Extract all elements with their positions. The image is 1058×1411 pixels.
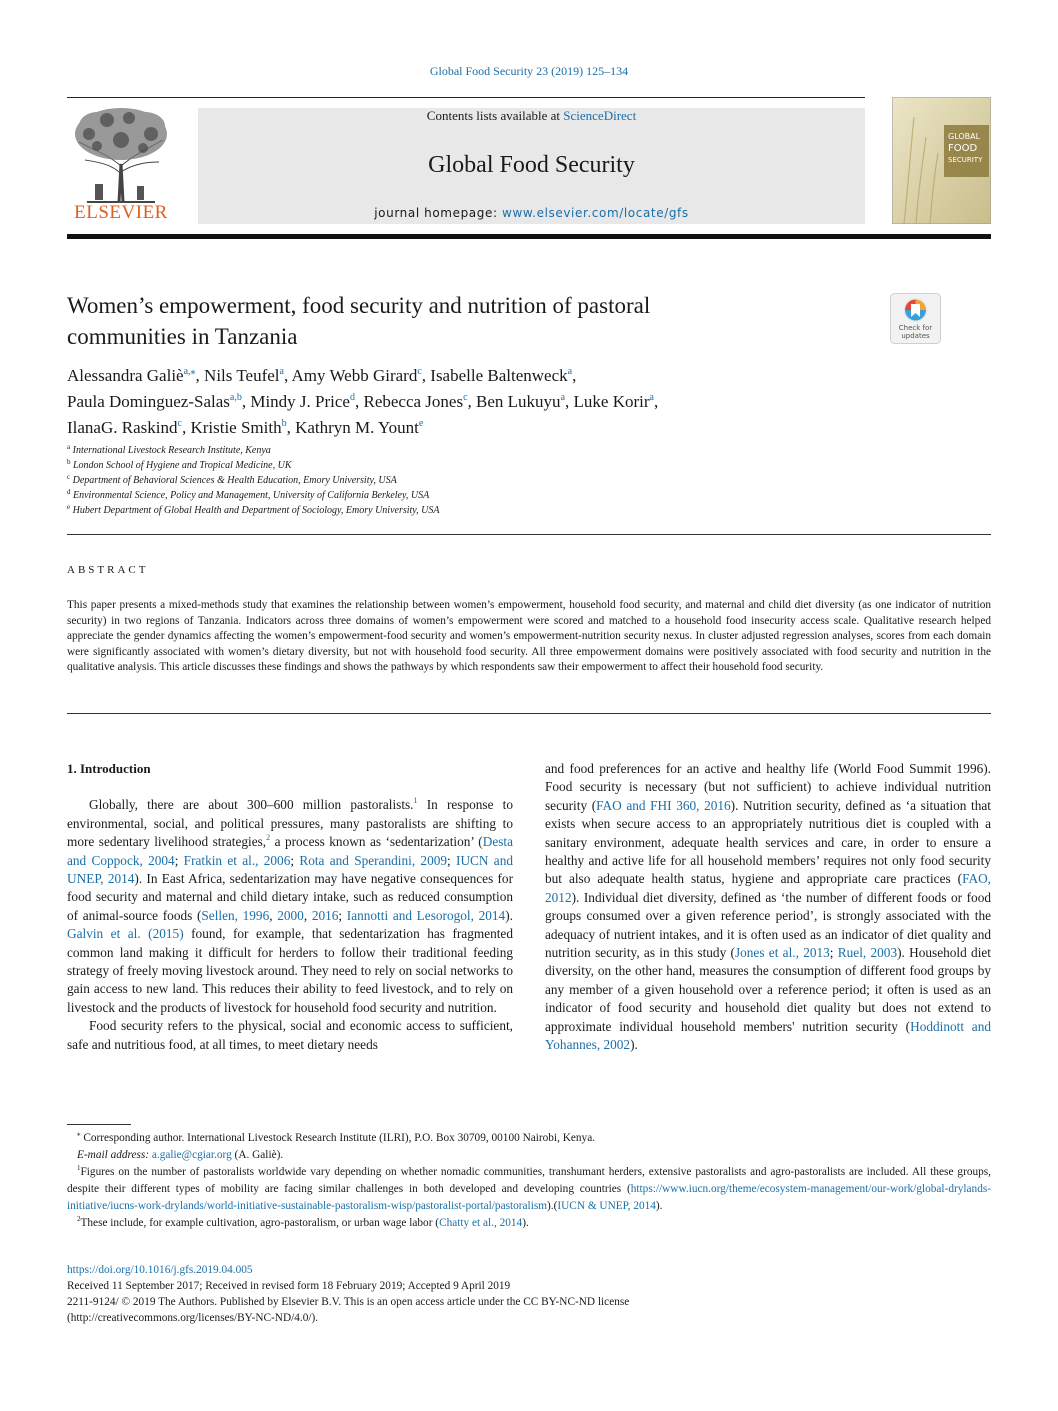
affiliation-text: Department of Behavioral Sciences & Health Education, Emory University, USA xyxy=(72,475,397,486)
author[interactable] xyxy=(67,418,182,437)
author-affiliation-marker[interactable]: a,⁎ xyxy=(183,366,196,377)
email-suffix: (A. Galiè). xyxy=(231,1149,284,1161)
text-run: These include, for example cultivation, agro-pastoralism, or urban wage labor ( xyxy=(80,1217,440,1229)
author[interactable] xyxy=(67,366,196,385)
author-name: Alessandra Galiè xyxy=(67,366,184,385)
footnote-number: 2 xyxy=(77,1215,81,1223)
affiliation-marker: a xyxy=(67,443,71,451)
abstract-heading: ABSTRACT xyxy=(67,564,149,576)
author-name: Nils Teufel xyxy=(204,366,280,385)
affiliation-text: Hubert Department of Global Health and Department of Sociology, Emory University, USA xyxy=(72,505,440,516)
author-affiliation-marker[interactable]: a,b xyxy=(229,392,242,403)
affiliation-list xyxy=(67,443,967,518)
citation-link[interactable]: Chatty et al., 2014 xyxy=(439,1217,523,1229)
affiliation-text: International Livestock Research Institute, Kenya xyxy=(72,445,271,456)
author-affiliation-marker[interactable]: a xyxy=(279,366,284,377)
author-affiliation-marker[interactable]: c xyxy=(463,392,468,403)
author[interactable] xyxy=(476,392,565,411)
paragraph xyxy=(545,760,991,1055)
citation-link[interactable]: FAO and FHI 360, 2016 xyxy=(596,797,731,813)
check-for-updates-icon xyxy=(890,293,941,344)
citation-link[interactable]: Rota and Sperandini, 2009 xyxy=(299,852,448,868)
author-affiliation-marker[interactable]: a xyxy=(567,366,573,377)
author-name: Mindy J. Price xyxy=(250,392,350,411)
text-run: ). Nutrition security, defined as ‘a situation that exists when secure access to an appropriately nutritious diet is coupled with a sanitary environment, adequate health services and care, in order to ensure a healthy and active life for all household members’ requires not only food security but also adequate health status, hygiene and appropriate care practices ( xyxy=(545,797,991,887)
text-run: , xyxy=(303,907,312,923)
text-run: found, for example, that sedentarization has fragmented common land making it difficult for herders to follow their traditional feeding strategy of freely moving livestock around. They need to rely on social networks to gain access to new land. This reduces their ability to feed livestock, and to rely on livestock and the products of livestock for household food security and nutrition. xyxy=(67,926,513,1015)
text-run: , xyxy=(269,907,278,923)
text-run: ; xyxy=(338,907,347,923)
masthead-thick-rule xyxy=(67,234,991,239)
author-name: Paula Dominguez-Salas xyxy=(67,392,230,411)
article-history: Received 11 September 2017; Received in revised form 18 February 2019; Accepted 9 April 2019 xyxy=(67,1280,511,1292)
email-label: E-mail address: xyxy=(77,1149,150,1161)
journal-cover-icon xyxy=(892,97,991,224)
journal-reference-link[interactable]: Global Food Security 23 (2019) 125–134 xyxy=(429,64,629,78)
author-list: Alessandra Galiè$^{a,⁎}$, Nils Teufel$^a$, Amy Webb Girard$^c$, Isabelle Baltenweck$^a$, Paula Dominguez-Salas$^{a,b}$, Mindy J. Price$^d$, Rebecca Jones$^c$, Ben Lukuyu$^a$, Luke Korir$^a$, IlanaG. Raskind$^c$, Kristie Smith$^b$, Kathryn M. Yount$^e$ xyxy=(67,366,659,437)
article-title xyxy=(67,290,867,352)
citation-link[interactable]: https://www.iucn.org/theme/ecosystem-management/our-work/global-drylands-initiative/iucns-work-drylands/world-initiative-sustainable-pastoralism-wisp/pastoralist-portal/pastoralism xyxy=(67,1183,991,1212)
affiliation-marker: d xyxy=(67,488,71,496)
check-for-updates-label xyxy=(941,293,942,294)
elsevier-wordmark: ELSEVIER xyxy=(74,202,168,223)
affiliation xyxy=(67,443,967,458)
section-heading: 1. Introduction xyxy=(67,761,151,776)
paragraph xyxy=(67,796,513,1017)
author[interactable] xyxy=(574,392,654,411)
text-run: In response to environmental, social, and political pressures, many pastoralists are shifting to more sedentary livelihood strategies, xyxy=(67,797,513,850)
footnote-marker: ⁎ xyxy=(77,1130,81,1138)
body-column-left xyxy=(67,760,513,1054)
svg-text:FOOD: FOOD xyxy=(948,143,978,154)
body-column-right xyxy=(545,760,991,1055)
citation-link[interactable]: Jones et al., 2013 xyxy=(734,945,830,961)
homepage-prefix: journal homepage: xyxy=(374,206,498,220)
contents-line xyxy=(198,108,865,124)
text-run: ; xyxy=(174,852,184,868)
abstract-top-rule xyxy=(67,534,991,535)
affiliation xyxy=(67,473,967,488)
corresponding-text: Corresponding author. International Livestock Research Institute (ILRI), P.O. Box 30709, 00100 Nairobi, Kenya. xyxy=(83,1132,596,1144)
author-name: Ben Lukuyu xyxy=(476,392,561,411)
text-run: ). Household diet diversity, on the other hand, measures the consumption of different food groups by any member of a given household over a reference period; it often is used as an indicator of food security and household diet quality but does not extend to approximate individual household members' nutrition security ( xyxy=(545,945,991,1034)
journal-title: Global Food Security xyxy=(428,152,635,178)
citation-link[interactable]: Fratkin et al., 2006 xyxy=(183,852,291,868)
citation-link[interactable]: Galvin et al. (2015) xyxy=(67,926,184,942)
svg-text:updates: updates xyxy=(901,332,930,340)
text-run: ). In East Africa, sedentarization may have negative consequences for food security and maternal and child dietary intake, such as reduced consumption of animal-source foods ( xyxy=(67,871,513,923)
footnote-rule xyxy=(67,1124,131,1125)
author-name: IlanaG. Raskind xyxy=(67,418,178,437)
author[interactable] xyxy=(363,392,467,411)
affiliation-text: Environmental Science, Policy and Management, University of California Berkeley, USA xyxy=(73,490,430,501)
citation-link[interactable]: FAO, 2012 xyxy=(545,871,991,905)
email-footnote xyxy=(67,1147,991,1164)
contents-prefix: Contents lists available at xyxy=(426,108,561,123)
homepage-line xyxy=(198,206,865,220)
text-run: ; xyxy=(829,945,838,961)
author-name: Isabelle Baltenweck xyxy=(430,366,568,385)
text-run: Globally, there are about 300–600 million pastoralists. xyxy=(89,797,414,813)
author[interactable] xyxy=(430,366,572,385)
affiliation-marker: b xyxy=(67,458,71,466)
text-run: ). xyxy=(505,907,513,923)
elsevier-logo[interactable] xyxy=(67,104,175,224)
citation-link[interactable]: IUCN and UNEP, 2014 xyxy=(67,852,513,887)
citation-link[interactable]: 2000 xyxy=(277,907,304,923)
footnote-2 xyxy=(67,1215,991,1232)
citation-link[interactable]: Hoddinott and Yohannes, 2002 xyxy=(545,1018,991,1053)
author-affiliation-marker[interactable]: b xyxy=(281,418,287,429)
affiliation-text: London School of Hygiene and Tropical Medicine, UK xyxy=(73,460,292,471)
affiliation-marker: c xyxy=(67,473,71,481)
citation-link[interactable]: Sellen, 1996 xyxy=(201,907,270,923)
license-line-2: (http://creativecommons.org/licenses/BY-NC-ND/4.0/). xyxy=(67,1312,319,1324)
text-run: ; xyxy=(447,852,457,868)
author-affiliation-marker[interactable]: a xyxy=(560,392,566,403)
footnote-ref-link[interactable]: 1 xyxy=(413,796,418,806)
check-for-updates-button[interactable] xyxy=(890,293,941,344)
footnote-ref-link[interactable]: 2 xyxy=(266,833,271,843)
citation-link[interactable]: 2016 xyxy=(311,907,339,923)
email-link[interactable]: a.galie@cgiar.org xyxy=(151,1149,232,1161)
text-run: a process known as ‘sedentarization’ ( xyxy=(270,834,483,850)
text-run: Figures on the number of pastoralists worldwide vary depending on whether nomadic communities, transhumant herders, extensive pastoralists and agro-pastoralists are included. All these groups, despite their different types of mobility are facing similar challenges in both developed and developing countries ( xyxy=(67,1166,991,1195)
text-run: and food preferences for an active and healthy life (World Food Summit 1996). Food security is necessary (but not sufficient) to achieve individual nutrition security ( xyxy=(545,761,991,813)
affiliation-marker: e xyxy=(67,503,71,511)
article-info xyxy=(67,1262,991,1326)
author[interactable] xyxy=(190,418,286,437)
footnote-number: 1 xyxy=(77,1164,81,1172)
text-run: ). xyxy=(522,1217,529,1229)
masthead-top-rule xyxy=(67,97,865,98)
affiliation xyxy=(67,488,967,503)
text-run: ).( xyxy=(547,1200,558,1212)
abstract-text: This paper presents a mixed-methods study that examines the relationship between women’s empowerment, household food security, and maternal and child diet diversity (as one indicator of nutrition security) in two regions of Tanzania. Indicators across three domains of women’s empowerment were scored and matched to a household food insecurity access scale. Qualitative research helped appreciate the gender dynamics affecting the women’s empowerment-food security and women’s empowerment-nutrition security nexus. In cluster adjusted regression analyses, scores from each domain were significantly associated with women’s dietary diversity, but not with household food security. All three empowerment domains were positively associated with food security and nutrition in the qualitative analysis. This article discusses these findings and shows the pathways by which respondents saw their empowerment to affect their household food security. xyxy=(67,599,991,673)
article-title-line-2: communities in Tanzania xyxy=(67,324,298,349)
author-name: Rebecca Jones xyxy=(363,392,464,411)
text-run: ). Individual diet diversity, defined as ‘the number of different foods or food groups consumed over a given reference period’, is strongly associated with the adequacy of nutrient intakes, and it is often used as an indicator of diet quality and nutrition security, as in this study ( xyxy=(545,889,991,961)
author[interactable] xyxy=(204,366,284,385)
author[interactable] xyxy=(295,418,423,437)
author-affiliation-marker[interactable]: d xyxy=(349,392,355,403)
author-name: Kristie Smith xyxy=(190,418,282,437)
author-name: Amy Webb Girard xyxy=(291,366,418,385)
svg-text:SECURITY: SECURITY xyxy=(948,156,983,164)
author[interactable] xyxy=(67,392,242,411)
footnotes xyxy=(67,1130,991,1232)
author-name: Luke Korir xyxy=(573,392,650,411)
author-name: Kathryn M. Yount xyxy=(295,418,419,437)
author[interactable] xyxy=(292,366,422,385)
citation-link[interactable]: Iannotti and Lesorogol, 2014 xyxy=(346,907,506,923)
text-run: ). xyxy=(655,1200,663,1212)
citation-link[interactable]: Ruel, 2003 xyxy=(837,945,898,961)
license-line-1: 2211-9124/ © 2019 The Authors. Published by Elsevier B.V. This is an open access article under the CC BY-NC-ND license xyxy=(67,1296,630,1308)
author[interactable] xyxy=(250,392,355,411)
journal-cover-image[interactable] xyxy=(892,97,991,224)
citation-link[interactable]: Desta and Coppock, 2004 xyxy=(67,834,514,868)
affiliation xyxy=(67,503,967,518)
sciencedirect-link[interactable]: ScienceDirect xyxy=(563,108,637,123)
affiliation xyxy=(67,458,967,473)
journal-homepage-link[interactable]: www.elsevier.com/locate/gfs xyxy=(502,206,689,220)
article-title-line-1: Women’s empowerment, food security and nutrition of pastoral xyxy=(67,293,651,318)
corresponding-footnote xyxy=(67,1130,991,1147)
author-affiliation-marker[interactable]: c xyxy=(417,366,422,377)
author-affiliation-marker[interactable]: a xyxy=(649,392,654,403)
author-affiliation-marker[interactable]: e xyxy=(418,418,424,429)
author-affiliation-marker[interactable]: c xyxy=(177,418,182,429)
svg-text:Check for: Check for xyxy=(898,324,933,332)
abstract-bottom-rule xyxy=(67,713,991,714)
masthead-box xyxy=(198,108,865,224)
elsevier-tree-icon xyxy=(67,104,175,204)
paragraph: Food security refers to the physical, social and economic access to sufficient, safe and nutritious food, at all times, to meet dietary needs xyxy=(67,1018,513,1052)
doi-link[interactable]: https://doi.org/10.1016/j.gfs.2019.04.005 xyxy=(67,1264,253,1276)
svg-text:GLOBAL: GLOBAL xyxy=(948,132,981,141)
text-run: ; xyxy=(290,852,300,868)
citation-link[interactable]: IUCN & UNEP, 2014 xyxy=(557,1200,656,1212)
footnote-1 xyxy=(67,1164,991,1215)
text-run: ). xyxy=(630,1037,638,1053)
